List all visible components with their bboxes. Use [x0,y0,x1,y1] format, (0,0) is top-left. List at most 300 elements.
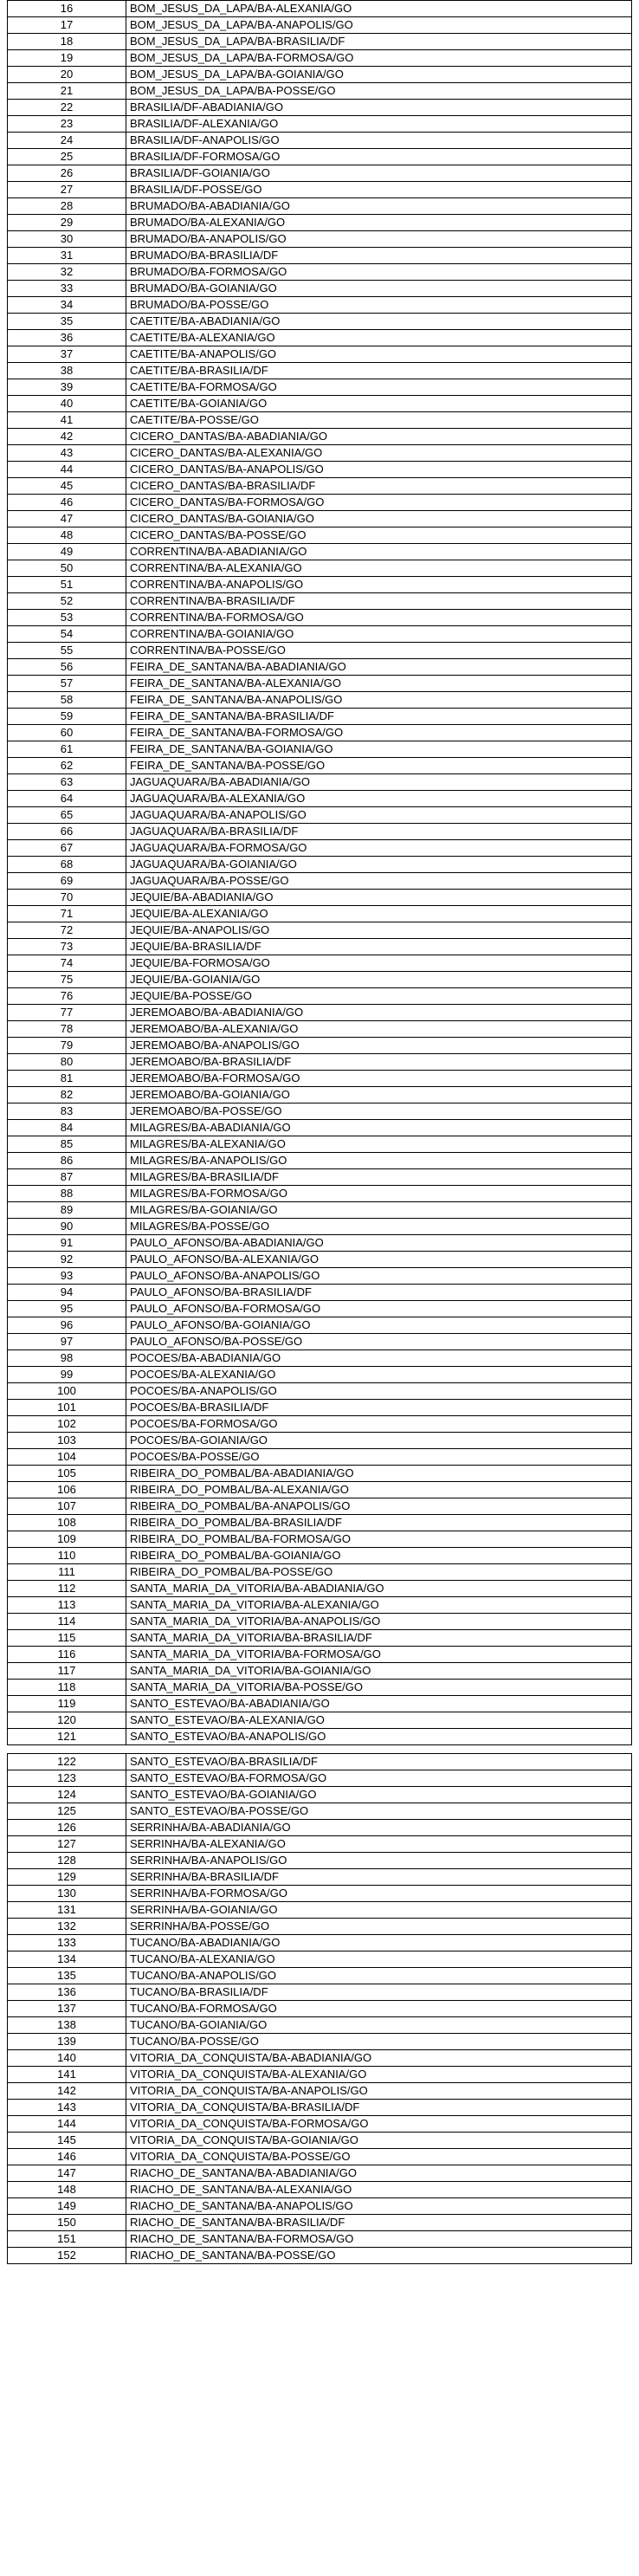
row-number: 30 [8,231,126,248]
row-number: 62 [8,758,126,774]
route-name: POCOES/BA-ALEXANIA/GO [126,1367,632,1383]
table-row [8,1169,632,1186]
row-number: 127 [8,1836,126,1853]
route-name: SANTO_ESTEVAO/BA-POSSE/GO [126,1803,632,1820]
route-name: RIBEIRA_DO_POMBAL/BA-ANAPOLIS/GO [126,1498,632,1515]
row-number: 37 [8,346,126,363]
route-name: SANTA_MARIA_DA_VITORIA/BA-BRASILIA/DF [126,1630,632,1647]
row-number: 57 [8,676,126,692]
table-row [8,873,632,890]
route-name: JEQUIE/BA-GOIANIA/GO [126,972,632,988]
table-row [8,34,632,50]
route-name: SANTO_ESTEVAO/BA-ALEXANIA/GO [126,1712,632,1729]
row-number: 139 [8,2034,126,2050]
row-number: 151 [8,2231,126,2248]
row-number: 107 [8,1498,126,1515]
route-name: SERRINHA/BA-FORMOSA/GO [126,1886,632,1902]
table-row [8,1235,632,1252]
table-row [8,1902,632,1919]
table-row [8,1564,632,1581]
route-name: SANTA_MARIA_DA_VITORIA/BA-ALEXANIA/GO [126,1597,632,1614]
row-number: 119 [8,1696,126,1712]
row-number: 134 [8,1951,126,1968]
row-number: 110 [8,1548,126,1564]
row-number: 41 [8,412,126,429]
row-number: 89 [8,1202,126,1219]
table-row [8,264,632,281]
table-row [8,1803,632,1820]
table-row [8,1515,632,1531]
row-number: 17 [8,17,126,34]
row-number: 104 [8,1449,126,1466]
row-number: 136 [8,1984,126,2001]
route-name: SERRINHA/BA-POSSE/GO [126,1919,632,1935]
table-row [8,1367,632,1383]
row-number: 148 [8,2182,126,2198]
route-name: RIACHO_DE_SANTANA/BA-ALEXANIA/GO [126,2182,632,2198]
row-number: 38 [8,363,126,379]
row-number: 43 [8,445,126,462]
row-number: 98 [8,1350,126,1367]
route-name: FEIRA_DE_SANTANA/BA-POSSE/GO [126,758,632,774]
table-row [8,2149,632,2165]
route-name: SANTO_ESTEVAO/BA-ANAPOLIS/GO [126,1729,632,1745]
route-name: SANTA_MARIA_DA_VITORIA/BA-ABADIANIA/GO [126,1581,632,1597]
table-row [8,346,632,363]
row-number: 26 [8,165,126,182]
route-table-sheet [7,0,632,2264]
row-number: 92 [8,1252,126,1268]
row-number: 106 [8,1482,126,1498]
table-row [8,281,632,297]
table-row [8,1268,632,1285]
table-row [8,1869,632,1886]
route-name: SERRINHA/BA-BRASILIA/DF [126,1869,632,1886]
route-name: TUCANO/BA-ALEXANIA/GO [126,1951,632,1968]
table-row [8,1919,632,1935]
route-name: BRUMADO/BA-ANAPOLIS/GO [126,231,632,248]
route-name: TUCANO/BA-ANAPOLIS/GO [126,1968,632,1984]
row-number: 144 [8,2116,126,2133]
route-name: RIACHO_DE_SANTANA/BA-ANAPOLIS/GO [126,2198,632,2215]
route-name: JEQUIE/BA-FORMOSA/GO [126,955,632,972]
table-row [8,1787,632,1803]
route-name: PAULO_AFONSO/BA-POSSE/GO [126,1334,632,1350]
row-number: 44 [8,462,126,478]
table-row [8,1219,632,1235]
row-number: 50 [8,560,126,577]
row-number: 124 [8,1787,126,1803]
route-name: PAULO_AFONSO/BA-ALEXANIA/GO [126,1252,632,1268]
table-row [8,1663,632,1680]
table-row [8,560,632,577]
table-row [8,890,632,906]
row-number: 19 [8,50,126,67]
row-number: 77 [8,1005,126,1021]
row-number: 31 [8,248,126,264]
row-number: 116 [8,1647,126,1663]
table-row [8,1820,632,1836]
route-name: RIBEIRA_DO_POMBAL/BA-ALEXANIA/GO [126,1482,632,1498]
page-break-gap [7,1745,632,1753]
table-row [8,972,632,988]
route-name: BRUMADO/BA-ABADIANIA/GO [126,198,632,215]
route-name: SANTA_MARIA_DA_VITORIA/BA-FORMOSA/GO [126,1647,632,1663]
row-number: 67 [8,840,126,857]
table-row [8,2100,632,2116]
row-number: 52 [8,593,126,610]
table-row [8,1836,632,1853]
row-number: 143 [8,2100,126,2116]
table-row [8,1696,632,1712]
route-name: BRASILIA/DF-GOIANIA/GO [126,165,632,182]
route-name: JEREMOABO/BA-POSSE/GO [126,1104,632,1120]
row-number: 75 [8,972,126,988]
table-row [8,314,632,330]
route-name: BOM_JESUS_DA_LAPA/BA-ALEXANIA/GO [126,1,632,17]
table-row [8,1614,632,1630]
route-name: CORRENTINA/BA-ALEXANIA/GO [126,560,632,577]
row-number: 36 [8,330,126,346]
row-number: 25 [8,149,126,165]
route-name: CORRENTINA/BA-BRASILIA/DF [126,593,632,610]
table-row [8,1984,632,2001]
table-row [8,1770,632,1787]
row-number: 141 [8,2067,126,2083]
table-row [8,1021,632,1038]
table-row [8,544,632,560]
route-name: RIBEIRA_DO_POMBAL/BA-ABADIANIA/GO [126,1466,632,1482]
table-row [8,626,632,643]
route-name: SERRINHA/BA-ALEXANIA/GO [126,1836,632,1853]
route-name: VITORIA_DA_CONQUISTA/BA-GOIANIA/GO [126,2133,632,2149]
row-number: 32 [8,264,126,281]
row-number: 35 [8,314,126,330]
row-number: 137 [8,2001,126,2017]
row-number: 64 [8,791,126,807]
table-row [8,758,632,774]
route-name: SANTO_ESTEVAO/BA-ABADIANIA/GO [126,1696,632,1712]
row-number: 40 [8,396,126,412]
route-name: JAGUAQUARA/BA-FORMOSA/GO [126,840,632,857]
table-row [8,1951,632,1968]
route-name: PAULO_AFONSO/BA-ABADIANIA/GO [126,1235,632,1252]
row-number: 27 [8,182,126,198]
table-row [8,429,632,445]
row-number: 88 [8,1186,126,1202]
table-row [8,1729,632,1745]
row-number: 81 [8,1071,126,1087]
table-row [8,182,632,198]
row-number: 138 [8,2017,126,2034]
route-name: RIBEIRA_DO_POMBAL/BA-POSSE/GO [126,1564,632,1581]
table-row [8,1935,632,1951]
row-number: 103 [8,1433,126,1449]
table-row [8,610,632,626]
table-row [8,1301,632,1317]
table-row [8,2215,632,2231]
row-number: 117 [8,1663,126,1680]
route-name: MILAGRES/BA-FORMOSA/GO [126,1186,632,1202]
table-row [8,215,632,231]
table-row [8,692,632,709]
route-name: POCOES/BA-POSSE/GO [126,1449,632,1466]
route-name: FEIRA_DE_SANTANA/BA-BRASILIA/DF [126,709,632,725]
route-name: CAETITE/BA-FORMOSA/GO [126,379,632,396]
route-name: CORRENTINA/BA-ANAPOLIS/GO [126,577,632,593]
route-name: BRASILIA/DF-ALEXANIA/GO [126,116,632,133]
route-name: RIACHO_DE_SANTANA/BA-POSSE/GO [126,2248,632,2264]
table-row [8,1531,632,1548]
route-name: PAULO_AFONSO/BA-BRASILIA/DF [126,1285,632,1301]
route-name: JAGUAQUARA/BA-ALEXANIA/GO [126,791,632,807]
route-name: VITORIA_DA_CONQUISTA/BA-POSSE/GO [126,2149,632,2165]
table-row [8,659,632,676]
route-name: POCOES/BA-ANAPOLIS/GO [126,1383,632,1400]
table-row [8,988,632,1005]
route-name: RIBEIRA_DO_POMBAL/BA-BRASILIA/DF [126,1515,632,1531]
table-row [8,1005,632,1021]
row-number: 93 [8,1268,126,1285]
route-name: BOM_JESUS_DA_LAPA/BA-POSSE/GO [126,83,632,100]
route-name: VITORIA_DA_CONQUISTA/BA-ANAPOLIS/GO [126,2083,632,2100]
row-number: 18 [8,34,126,50]
table-row [8,1334,632,1350]
table-row [8,939,632,955]
route-name: RIACHO_DE_SANTANA/BA-BRASILIA/DF [126,2215,632,2231]
route-name: CORRENTINA/BA-ABADIANIA/GO [126,544,632,560]
route-name: CICERO_DANTAS/BA-ABADIANIA/GO [126,429,632,445]
row-number: 28 [8,198,126,215]
table-row [8,462,632,478]
table-row [8,396,632,412]
route-name: JEREMOABO/BA-ALEXANIA/GO [126,1021,632,1038]
row-number: 72 [8,922,126,939]
table-row [8,1466,632,1482]
route-name: RIACHO_DE_SANTANA/BA-ABADIANIA/GO [126,2165,632,2182]
row-number: 29 [8,215,126,231]
table-row [8,791,632,807]
route-name: CAETITE/BA-ANAPOLIS/GO [126,346,632,363]
table-row [8,248,632,264]
table-row [8,379,632,396]
table-row [8,1597,632,1614]
route-name: FEIRA_DE_SANTANA/BA-ALEXANIA/GO [126,676,632,692]
table-row [8,2001,632,2017]
table-row [8,676,632,692]
row-number: 99 [8,1367,126,1383]
row-number: 145 [8,2133,126,2149]
table-row [8,1400,632,1416]
row-number: 100 [8,1383,126,1400]
table-row [8,824,632,840]
table-row [8,100,632,116]
route-name: FEIRA_DE_SANTANA/BA-ANAPOLIS/GO [126,692,632,709]
route-name: BOM_JESUS_DA_LAPA/BA-FORMOSA/GO [126,50,632,67]
table-row [8,2231,632,2248]
table-row [8,133,632,149]
table-row [8,198,632,215]
route-name: SERRINHA/BA-GOIANIA/GO [126,1902,632,1919]
route-name: SANTA_MARIA_DA_VITORIA/BA-POSSE/GO [126,1680,632,1696]
table-row [8,857,632,873]
row-number: 86 [8,1153,126,1169]
row-number: 16 [8,1,126,17]
table-row [8,2182,632,2198]
table-row [8,1186,632,1202]
row-number: 42 [8,429,126,445]
route-name: MILAGRES/BA-ABADIANIA/GO [126,1120,632,1136]
row-number: 84 [8,1120,126,1136]
row-number: 121 [8,1729,126,1745]
row-number: 56 [8,659,126,676]
route-name: JEREMOABO/BA-GOIANIA/GO [126,1087,632,1104]
row-number: 142 [8,2083,126,2100]
table-row [8,1054,632,1071]
row-number: 102 [8,1416,126,1433]
table-row [8,1581,632,1597]
route-name: PAULO_AFONSO/BA-ANAPOLIS/GO [126,1268,632,1285]
table-row [8,1754,632,1770]
table-row [8,330,632,346]
table-row [8,2017,632,2034]
row-number: 61 [8,741,126,758]
row-number: 59 [8,709,126,725]
row-number: 60 [8,725,126,741]
route-name: TUCANO/BA-ABADIANIA/GO [126,1935,632,1951]
table-row [8,1853,632,1869]
row-number: 115 [8,1630,126,1647]
row-number: 133 [8,1935,126,1951]
table-row [8,478,632,495]
route-name: CORRENTINA/BA-GOIANIA/GO [126,626,632,643]
route-name: RIBEIRA_DO_POMBAL/BA-GOIANIA/GO [126,1548,632,1564]
table-row [8,1968,632,1984]
table-row [8,412,632,429]
route-name: VITORIA_DA_CONQUISTA/BA-BRASILIA/DF [126,2100,632,2116]
table-row [8,709,632,725]
route-name: MILAGRES/BA-GOIANIA/GO [126,1202,632,1219]
table-row [8,1383,632,1400]
row-number: 123 [8,1770,126,1787]
route-name: PAULO_AFONSO/BA-GOIANIA/GO [126,1317,632,1334]
table-row [8,2133,632,2149]
row-number: 76 [8,988,126,1005]
row-number: 87 [8,1169,126,1186]
route-name: JEQUIE/BA-ANAPOLIS/GO [126,922,632,939]
table-row [8,2116,632,2133]
row-number: 118 [8,1680,126,1696]
row-number: 80 [8,1054,126,1071]
table-row [8,149,632,165]
row-number: 54 [8,626,126,643]
route-name: CAETITE/BA-ABADIANIA/GO [126,314,632,330]
row-number: 150 [8,2215,126,2231]
route-name: MILAGRES/BA-ALEXANIA/GO [126,1136,632,1153]
row-number: 128 [8,1853,126,1869]
row-number: 79 [8,1038,126,1054]
row-number: 120 [8,1712,126,1729]
route-name: POCOES/BA-FORMOSA/GO [126,1416,632,1433]
table-row [8,363,632,379]
route-table-part-2 [7,1753,632,2264]
row-number: 94 [8,1285,126,1301]
row-number: 129 [8,1869,126,1886]
table-row [8,1136,632,1153]
table-row [8,807,632,824]
row-number: 122 [8,1754,126,1770]
route-name: SANTO_ESTEVAO/BA-BRASILIA/DF [126,1754,632,1770]
row-number: 96 [8,1317,126,1334]
table-row [8,495,632,511]
table-row [8,2083,632,2100]
route-name: FEIRA_DE_SANTANA/BA-ABADIANIA/GO [126,659,632,676]
route-name: CAETITE/BA-BRASILIA/DF [126,363,632,379]
table-row [8,1482,632,1498]
row-number: 109 [8,1531,126,1548]
row-number: 105 [8,1466,126,1482]
route-name: RIBEIRA_DO_POMBAL/BA-FORMOSA/GO [126,1531,632,1548]
route-name: JEQUIE/BA-BRASILIA/DF [126,939,632,955]
table-row [8,1449,632,1466]
route-name: BRUMADO/BA-FORMOSA/GO [126,264,632,281]
row-number: 85 [8,1136,126,1153]
table-row [8,840,632,857]
row-number: 90 [8,1219,126,1235]
row-number: 126 [8,1820,126,1836]
row-number: 49 [8,544,126,560]
route-name: BRASILIA/DF-ANAPOLIS/GO [126,133,632,149]
route-name: POCOES/BA-ABADIANIA/GO [126,1350,632,1367]
table-row [8,1087,632,1104]
row-number: 23 [8,116,126,133]
table-row [8,1498,632,1515]
table-row [8,1433,632,1449]
route-table-body-2 [8,1754,632,2264]
route-name: BOM_JESUS_DA_LAPA/BA-GOIANIA/GO [126,67,632,83]
table-row [8,2165,632,2182]
route-name: JEREMOABO/BA-ANAPOLIS/GO [126,1038,632,1054]
route-name: FEIRA_DE_SANTANA/BA-GOIANIA/GO [126,741,632,758]
row-number: 130 [8,1886,126,1902]
route-name: JAGUAQUARA/BA-POSSE/GO [126,873,632,890]
table-row [8,2067,632,2083]
route-name: SANTO_ESTEVAO/BA-GOIANIA/GO [126,1787,632,1803]
table-row [8,955,632,972]
route-name: RIACHO_DE_SANTANA/BA-FORMOSA/GO [126,2231,632,2248]
route-name: MILAGRES/BA-BRASILIA/DF [126,1169,632,1186]
table-row [8,593,632,610]
route-name: BOM_JESUS_DA_LAPA/BA-BRASILIA/DF [126,34,632,50]
route-name: CICERO_DANTAS/BA-FORMOSA/GO [126,495,632,511]
route-name: CICERO_DANTAS/BA-BRASILIA/DF [126,478,632,495]
table-row [8,1120,632,1136]
row-number: 48 [8,527,126,544]
row-number: 112 [8,1581,126,1597]
route-name: SERRINHA/BA-ANAPOLIS/GO [126,1853,632,1869]
route-name: CAETITE/BA-POSSE/GO [126,412,632,429]
route-name: POCOES/BA-BRASILIA/DF [126,1400,632,1416]
route-name: SANTA_MARIA_DA_VITORIA/BA-GOIANIA/GO [126,1663,632,1680]
table-row [8,1548,632,1564]
route-name: BRUMADO/BA-GOIANIA/GO [126,281,632,297]
route-table-part-1 [7,0,632,1745]
route-name: JEQUIE/BA-ABADIANIA/GO [126,890,632,906]
route-name: CICERO_DANTAS/BA-POSSE/GO [126,527,632,544]
row-number: 58 [8,692,126,709]
route-name: VITORIA_DA_CONQUISTA/BA-ALEXANIA/GO [126,2067,632,2083]
route-name: CORRENTINA/BA-POSSE/GO [126,643,632,659]
